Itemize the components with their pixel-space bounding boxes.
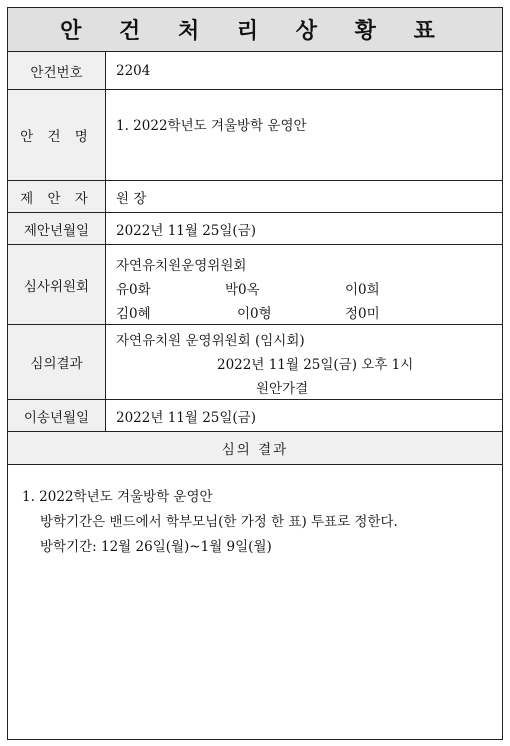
section-heading: 심의 결과	[8, 432, 502, 465]
agenda-status-sheet	[7, 7, 503, 740]
body-line: 방학기간은 밴드에서 학부모님(한 가정 한 표) 투표로 정한다.	[40, 514, 398, 530]
row-result	[8, 325, 502, 400]
result-cell	[106, 325, 502, 399]
row-agenda-name	[8, 90, 502, 181]
committee-label: 심사위원회	[8, 245, 106, 324]
body-line: 방학기간: 12월 26일(월)~1월 9일(월)	[40, 539, 272, 555]
proposal-date-value: 2022년 11월 25일(금)	[116, 222, 256, 239]
proposer-value: 원 장	[116, 190, 147, 207]
committee-member: 이0형	[237, 306, 272, 322]
proposer-label: 제 안 자	[8, 181, 106, 212]
row-agenda-no	[8, 52, 502, 90]
agenda-no-value: 2204	[116, 62, 151, 79]
page-title: 안 건 처 리 상 황 표	[8, 8, 502, 52]
transfer-date-label: 이송년월일	[8, 400, 106, 431]
committee-cell	[106, 245, 502, 324]
agenda-name-cell	[106, 90, 502, 180]
row-transfer-date	[8, 400, 502, 432]
result-decision: 원안가결	[256, 381, 309, 397]
transfer-date-value: 2022년 11월 25일(금)	[116, 409, 256, 426]
committee-member: 김0혜	[116, 306, 151, 322]
committee-member: 박0옥	[225, 282, 260, 298]
body-item-title: 1. 2022학년도 겨울방학 운영안	[22, 489, 213, 505]
result-committee: 자연유치원 운영위원회 (임시회)	[116, 333, 305, 349]
agenda-no-label: 안건번호	[8, 52, 106, 89]
agenda-name-label: 안 건 명	[8, 90, 106, 180]
result-datetime: 2022년 11월 25일(금) 오후 1시	[217, 357, 414, 373]
committee-member: 이0희	[345, 282, 380, 298]
result-label: 심의결과	[8, 325, 106, 399]
committee-member: 유0화	[116, 282, 151, 298]
proposal-date-label: 제안년월일	[8, 213, 106, 244]
row-proposer	[8, 181, 502, 213]
result-body	[22, 485, 398, 560]
row-proposal-date	[8, 213, 502, 245]
row-committee	[8, 245, 502, 325]
committee-member: 정0미	[345, 306, 380, 322]
committee-name: 자연유치원운영위원회	[116, 258, 247, 274]
agenda-name-value: 1. 2022학년도 겨울방학 운영안	[116, 118, 307, 134]
